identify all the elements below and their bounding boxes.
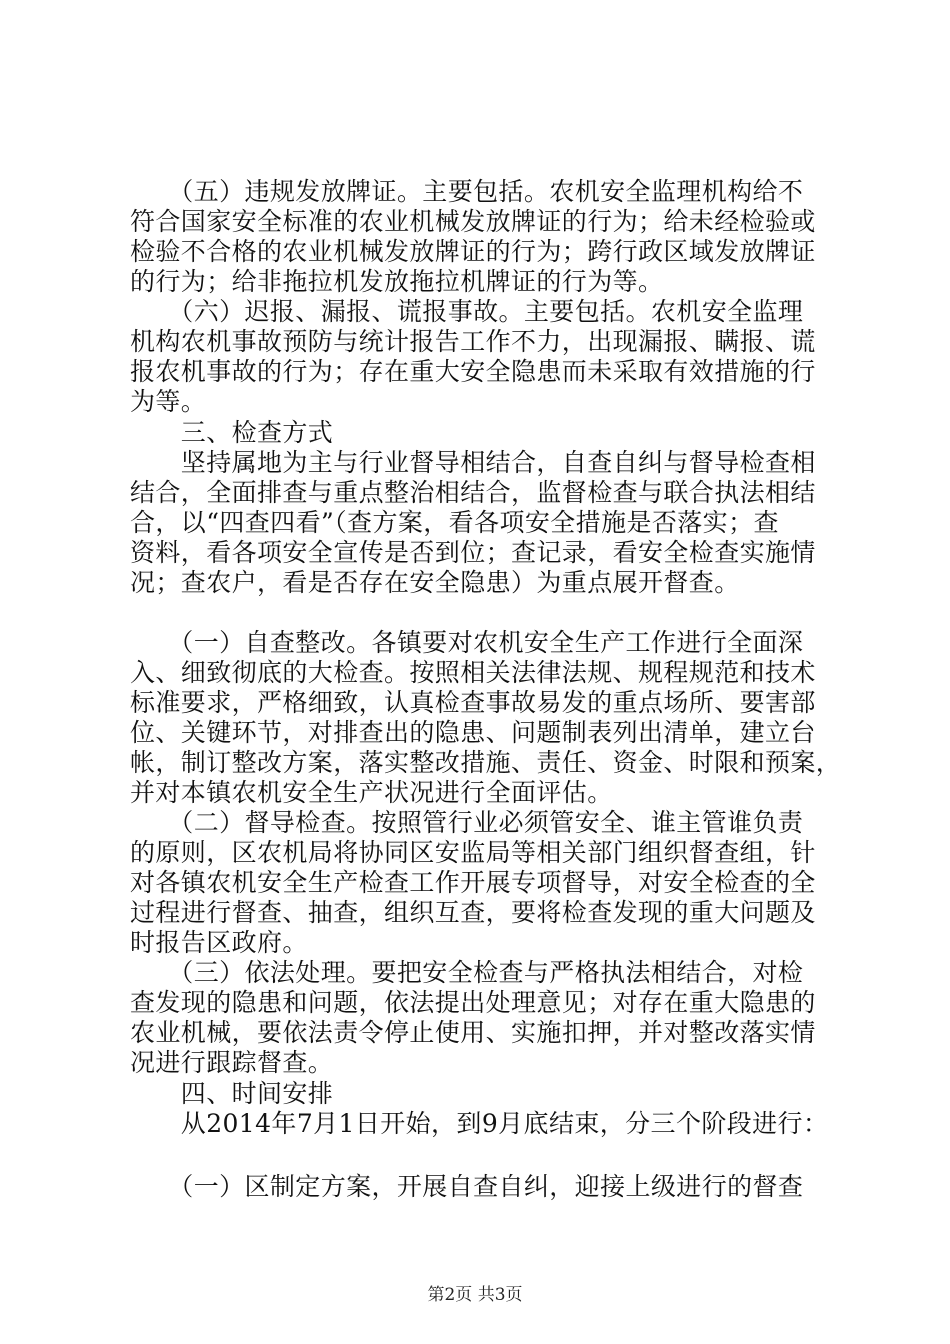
- page-number-footer: 第2页 共3页: [427, 1285, 523, 1305]
- section-heading: 四、时间安排: [130, 1079, 334, 1108]
- body-text-line: 机构农机事故预防与统计报告工作不力，出现漏报、瞒报、谎: [130, 327, 816, 356]
- body-text-line: 从2014年7月1日开始，到9月底结束，分三个阶段进行：: [130, 1109, 829, 1138]
- body-text-line: （二）督导检查。按照管行业必须管安全、谁主管谁负责: [130, 808, 804, 837]
- body-text-line: 为等。: [130, 387, 207, 416]
- body-text-line: （一）区制定方案，开展自查自纠，迎接上级进行的督查: [130, 1172, 804, 1201]
- body-text-line: （六）迟报、漏报、谎报事故。主要包括。农机安全监理: [130, 297, 804, 326]
- body-text-line: 帐，制订整改方案，落实整改措施、责任、资金、时限和预案，: [130, 748, 842, 777]
- body-text-line: 的原则，区农机局将协同区安监局等相关部门组织督查组，针: [130, 838, 816, 867]
- body-text-line: 时报告区政府。: [130, 928, 308, 957]
- body-text-line: 入、细致彻底的大检查。按照相关法律法规、规程规范和技术: [130, 658, 816, 687]
- body-text-line: 对各镇农机安全生产检查工作开展专项督导，对安全检查的全: [130, 868, 816, 897]
- body-text-line: 位、关键环节，对排查出的隐患、问题制表列出清单，建立台: [130, 718, 816, 747]
- body-text-line: 符合国家安全标准的农业机械发放牌证的行为；给未经检验或: [130, 207, 816, 236]
- body-text-line: 并对本镇农机安全生产状况进行全面评估。: [130, 778, 613, 807]
- body-text-line: 的行为；给非拖拉机发放拖拉机牌证的行为等。: [130, 267, 664, 296]
- body-text-line: 查发现的隐患和问题，依法提出处理意见；对存在重大隐患的: [130, 988, 816, 1017]
- body-text-line: （一）自查整改。各镇要对农机安全生产工作进行全面深: [130, 628, 804, 657]
- body-text-line: 况；查农户，看是否存在安全隐患）为重点展开督查。: [130, 568, 740, 597]
- body-text-line: 农业机械，要依法责令停止使用、实施扣押，并对整改落实情: [130, 1018, 816, 1047]
- body-text-line: （三）依法处理。要把安全检查与严格执法相结合，对检: [130, 958, 804, 987]
- body-text-line: 报农机事故的行为；存在重大安全隐患而未采取有效措施的行: [130, 357, 816, 386]
- body-text-line: （五）违规发放牌证。主要包括。农机安全监理机构给不: [130, 177, 804, 206]
- body-text-line: 结合，全面排查与重点整治相结合，监督检查与联合执法相结: [130, 478, 816, 507]
- body-text-line: 坚持属地为主与行业督导相结合，自查自纠与督导检查相: [130, 448, 816, 477]
- body-text-line: 过程进行督查、抽查，组织互查，要将检查发现的重大问题及: [130, 898, 816, 927]
- body-text-line: 况进行跟踪督查。: [130, 1048, 334, 1077]
- body-text-line: 检验不合格的农业机械发放牌证的行为；跨行政区域发放牌证: [130, 237, 816, 266]
- body-text-line: 资料，看各项安全宣传是否到位；查记录，看安全检查实施情: [130, 538, 816, 567]
- body-text-line: 标准要求，严格细致，认真检查事故易发的重点场所、要害部: [130, 688, 816, 717]
- body-text-line: 合，以“四查四看”（查方案，看各项安全措施是否落实；查: [130, 508, 779, 537]
- section-heading: 三、检查方式: [130, 418, 334, 447]
